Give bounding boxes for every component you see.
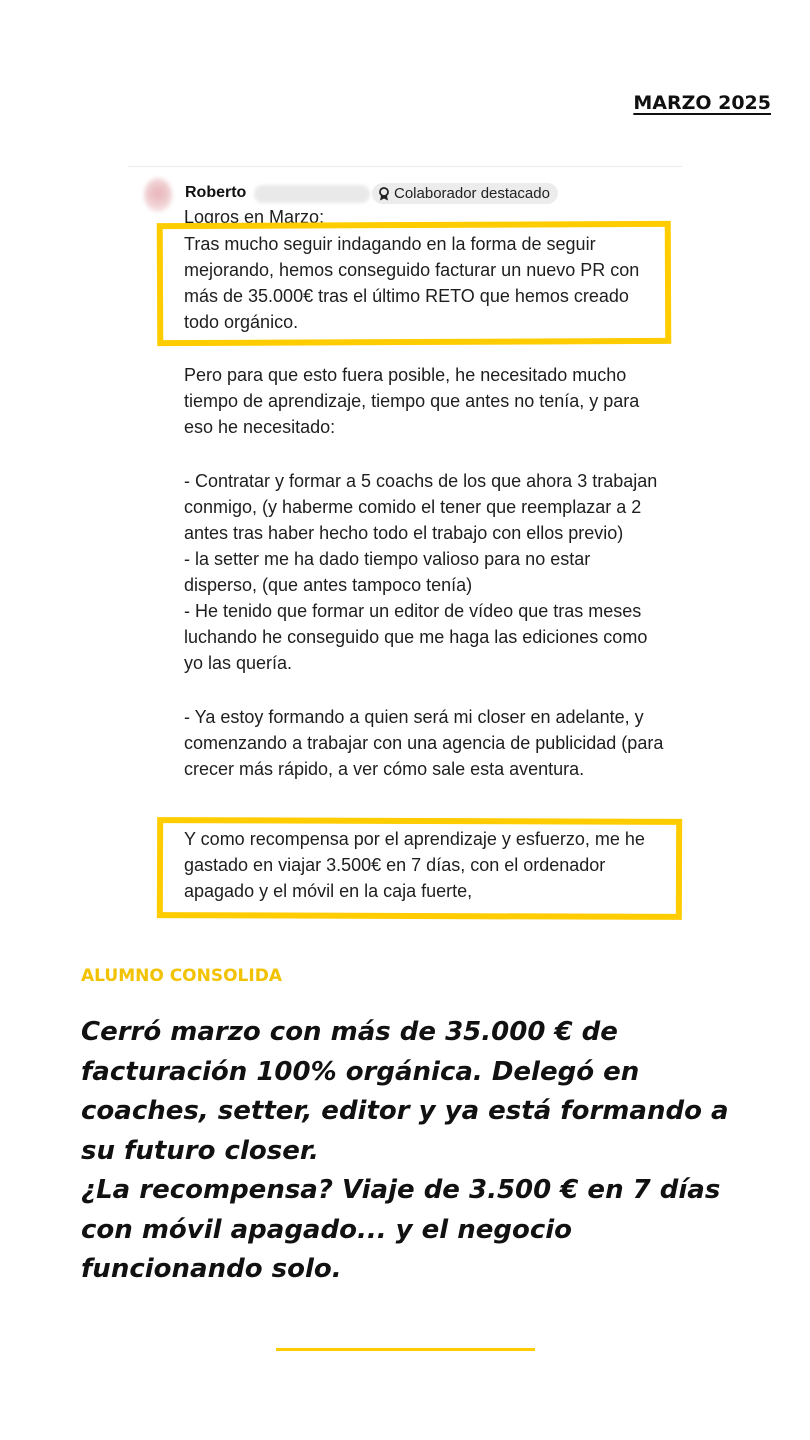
post-paragraph: Tras mucho seguir indagando en la forma de seguir mejorando, hemos conseguido facturar un nuevo PR con más de 35.000€ tras el último RETO que hemos creado todo orgánico.	[184, 234, 640, 332]
post-intro: Logros en Marzo:	[184, 207, 325, 227]
list-item: - Contratar y formar a 5 coachs de los que ahora 3 trabajan conmigo, (y haberme comido el tener que reemplazar a 2 antes tras haber hecho todo el trabajo con ellos previo)	[184, 471, 658, 543]
badge-label: Colaborador destacado	[394, 185, 550, 202]
highlight-box	[157, 221, 672, 346]
summary-text	[81, 1013, 741, 1290]
contributor-badge	[372, 183, 558, 204]
summary-line: Cerró marzo con más de 35.000 € de facturación 100% orgánica. Delegó en coaches, setter, editor y ya está formando a su futuro closer.	[81, 1017, 729, 1166]
avatar	[144, 178, 172, 212]
post-screenshot	[128, 166, 682, 926]
card-divider	[128, 166, 682, 167]
summary-line: ¿La recompensa? Viaje de 3.500 € en 7 días con móvil apagado... y el negocio funcionando solo.	[81, 1175, 721, 1284]
post-list	[184, 468, 664, 676]
date-label: MARZO 2025	[633, 92, 771, 114]
redacted-surname	[254, 185, 370, 203]
award-icon	[378, 187, 390, 201]
highlight-box	[157, 817, 682, 920]
list-item: - He tenido que formar un editor de vídeo que tras meses luchando he conseguido que me haga las ediciones como yo las quería.	[184, 601, 648, 673]
section-label: ALUMNO CONSOLIDA	[81, 966, 282, 986]
list-item: - Ya estoy formando a quien será mi closer en adelante, y comenzando a trabajar con una agencia de publicidad (para crecer más rápido, a ver cómo sale esta aventura.	[184, 707, 664, 779]
list-item: - la setter me ha dado tiempo valioso para no estar disperso, (que antes tampoco tenía)	[184, 549, 591, 595]
footer-divider	[276, 1348, 535, 1351]
author-name: Roberto	[185, 184, 247, 201]
post-paragraph: Pero para que esto fuera posible, he necesitado mucho tiempo de aprendizaje, tiempo que antes no tenía, y para eso he necesitado:	[184, 365, 640, 437]
post-paragraph: Y como recompensa por el aprendizaje y esfuerzo, me he gastado en viajar 3.500€ en 7 días, con el ordenador apagado y el móvil en la caja fuerte,	[184, 829, 645, 901]
